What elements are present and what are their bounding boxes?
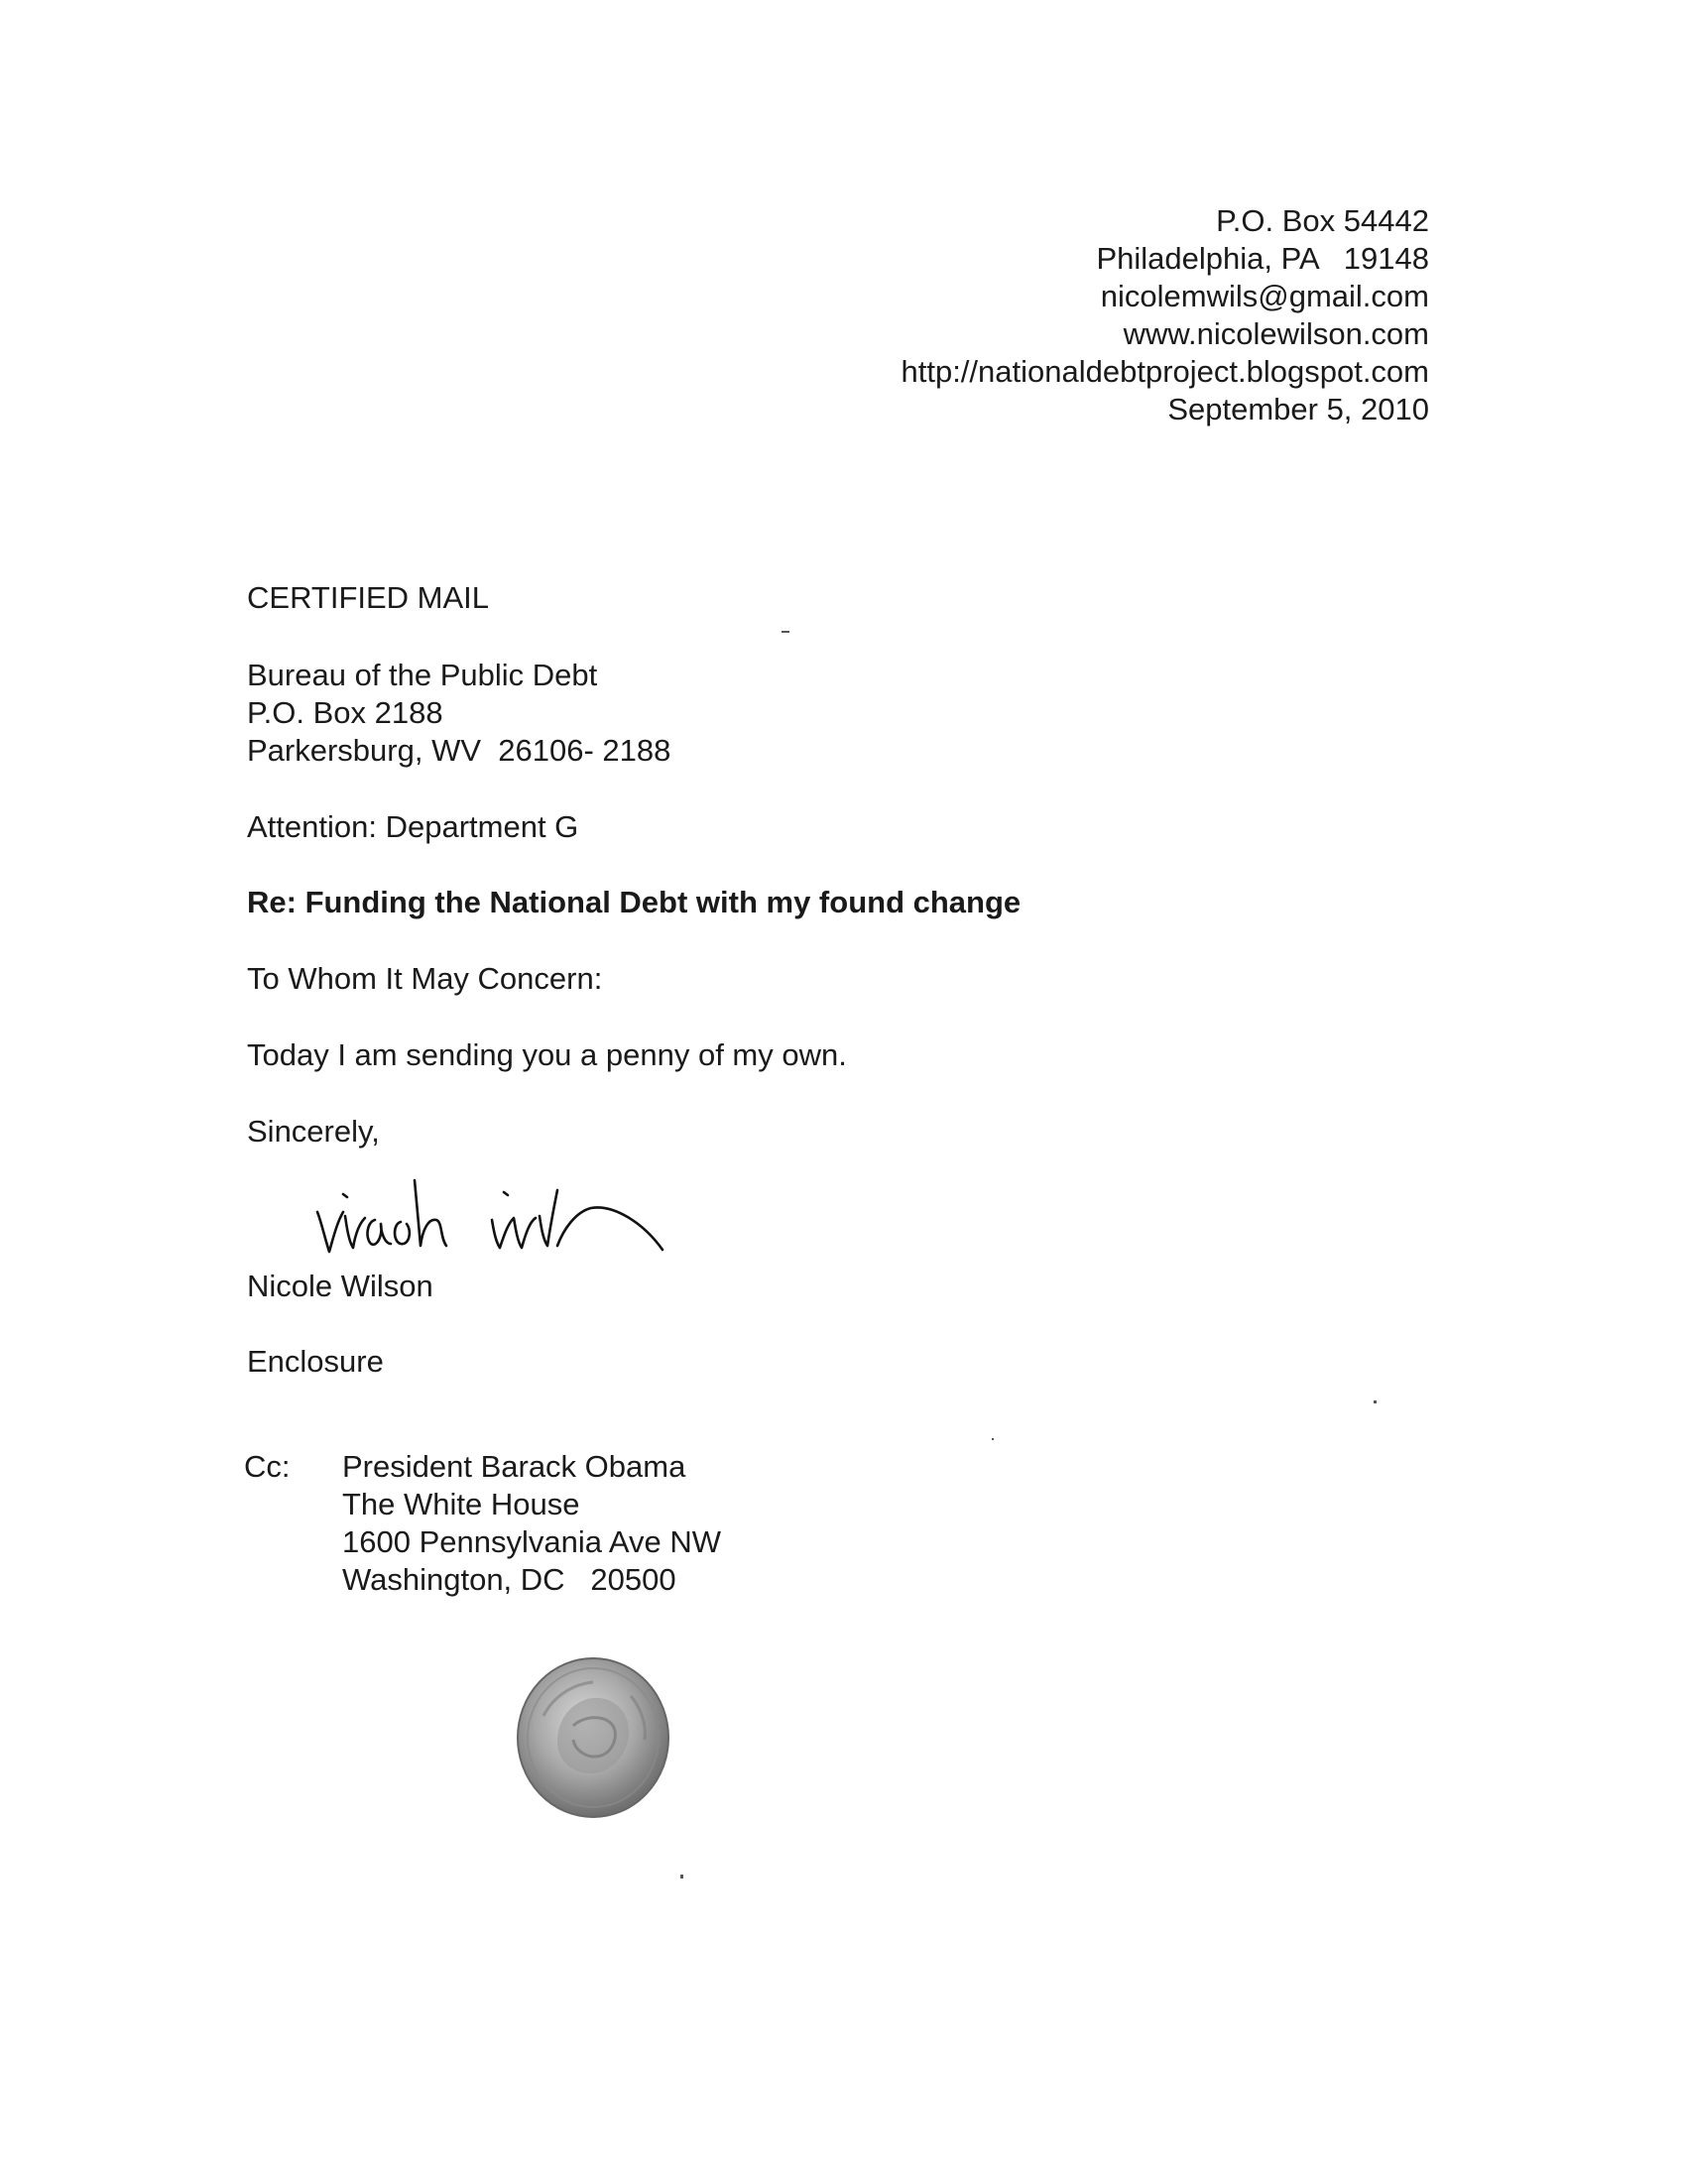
penny-coin-image	[514, 1656, 672, 1820]
enclosure-note: Enclosure	[247, 1344, 384, 1379]
cc-label: Cc:	[244, 1449, 291, 1484]
cc-line: The White House	[342, 1487, 580, 1521]
letter-date: September 5, 2010	[1167, 392, 1429, 426]
sender-blog-url: http://nationaldebtproject.blogspot.com	[901, 354, 1429, 389]
cc-name: President Barack Obama	[342, 1449, 686, 1484]
closing: Sincerely,	[247, 1114, 380, 1149]
cc-address-block	[342, 1448, 721, 1599]
sender-line: P.O. Box 54442	[1216, 203, 1429, 238]
attention-line: Attention: Department G	[247, 809, 579, 844]
cc-line: 1600 Pennsylvania Ave NW	[342, 1524, 721, 1559]
salutation: To Whom It May Concern:	[247, 961, 603, 996]
recipient-name: Bureau of the Public Debt	[247, 658, 598, 692]
sender-line: Philadelphia, PA 19148	[1096, 241, 1429, 276]
recipient-address-line: P.O. Box 2188	[247, 695, 443, 730]
signer-name: Nicole Wilson	[247, 1269, 433, 1303]
cc-line: Washington, DC 20500	[342, 1562, 676, 1597]
sender-website: www.nicolewilson.com	[1123, 316, 1429, 351]
delivery-method: CERTIFIED MAIL	[247, 580, 490, 615]
body-text: Today I am sending you a penny of my own.	[247, 1037, 847, 1072]
sender-address-block	[901, 202, 1429, 428]
subject-line: Re: Funding the National Debt with my found change	[247, 885, 1022, 919]
scan-speck	[782, 631, 789, 633]
scan-speck	[1374, 1400, 1377, 1403]
scan-speck	[992, 1438, 994, 1440]
handwritten-signature	[315, 1160, 752, 1270]
recipient-city-line: Parkersburg, WV 26106- 2188	[247, 733, 671, 768]
scan-speck	[680, 1875, 683, 1879]
sender-email: nicolemwils@gmail.com	[1100, 279, 1429, 313]
